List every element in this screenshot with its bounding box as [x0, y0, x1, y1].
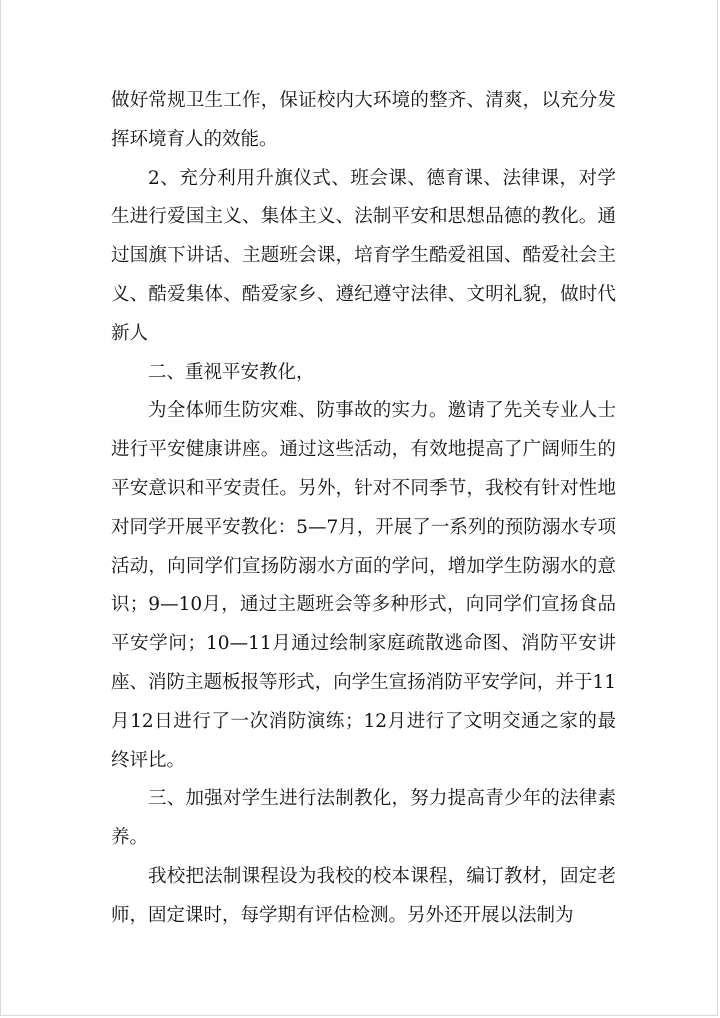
paragraph-patriotic-education: 2、充分利用升旗仪式、班会课、德育课、法律课，对学生进行爱国主义、集体主义、法制平安和思想品德的教化。通过国旗下讲话、主题班会课，培育学生酷爱祖国、酷爱社会主义、酷爱集体、酷爱家乡、遵纪遵守法律、文明礼貌，做时代新人 — [111, 167, 616, 344]
paragraph-hygiene-work: 做好常规卫生工作，保证校内大环境的整齐、清爽，以充分发挥环境育人的效能。 — [111, 90, 616, 150]
section-heading-legal: 三、加强对学生进行法制教化，努力提高青少年的法律素养。 — [111, 788, 616, 849]
paragraph-safety-education: 为全体师生防灾难、防事故的实力。邀请了先关专业人士进行平安健康讲座。通过这些活动，有效地提高了广阔师生的平安意识和平安责任。另外，针对不同季节，我校有针对性地对同学开展平安教化：5—7月，开展了一系列的预防溺水专项活动，向同学们宣扬防溺水方面的学问，增加学生防溺水的意识；9—10月，通过主题班会等多种形式，向同学们宣扬食品平安学问；10—11月通过绘制家庭疏散逃命图、消防平安讲座、消防主题板报等形式，向学生宣扬消防平安学问，并于11月12日进行了一次消防演练；12月进行了文明交通之家的最终评比。 — [111, 400, 616, 771]
document-body — [111, 82, 616, 936]
paragraph-legal-course: 我校把法制课程设为我校的校本课程，编订教材，固定老师，固定课时，每学期有评估检测。另外还开展以法制为 — [111, 865, 616, 926]
section-heading-safety: 二、重视平安教化， — [148, 361, 315, 383]
